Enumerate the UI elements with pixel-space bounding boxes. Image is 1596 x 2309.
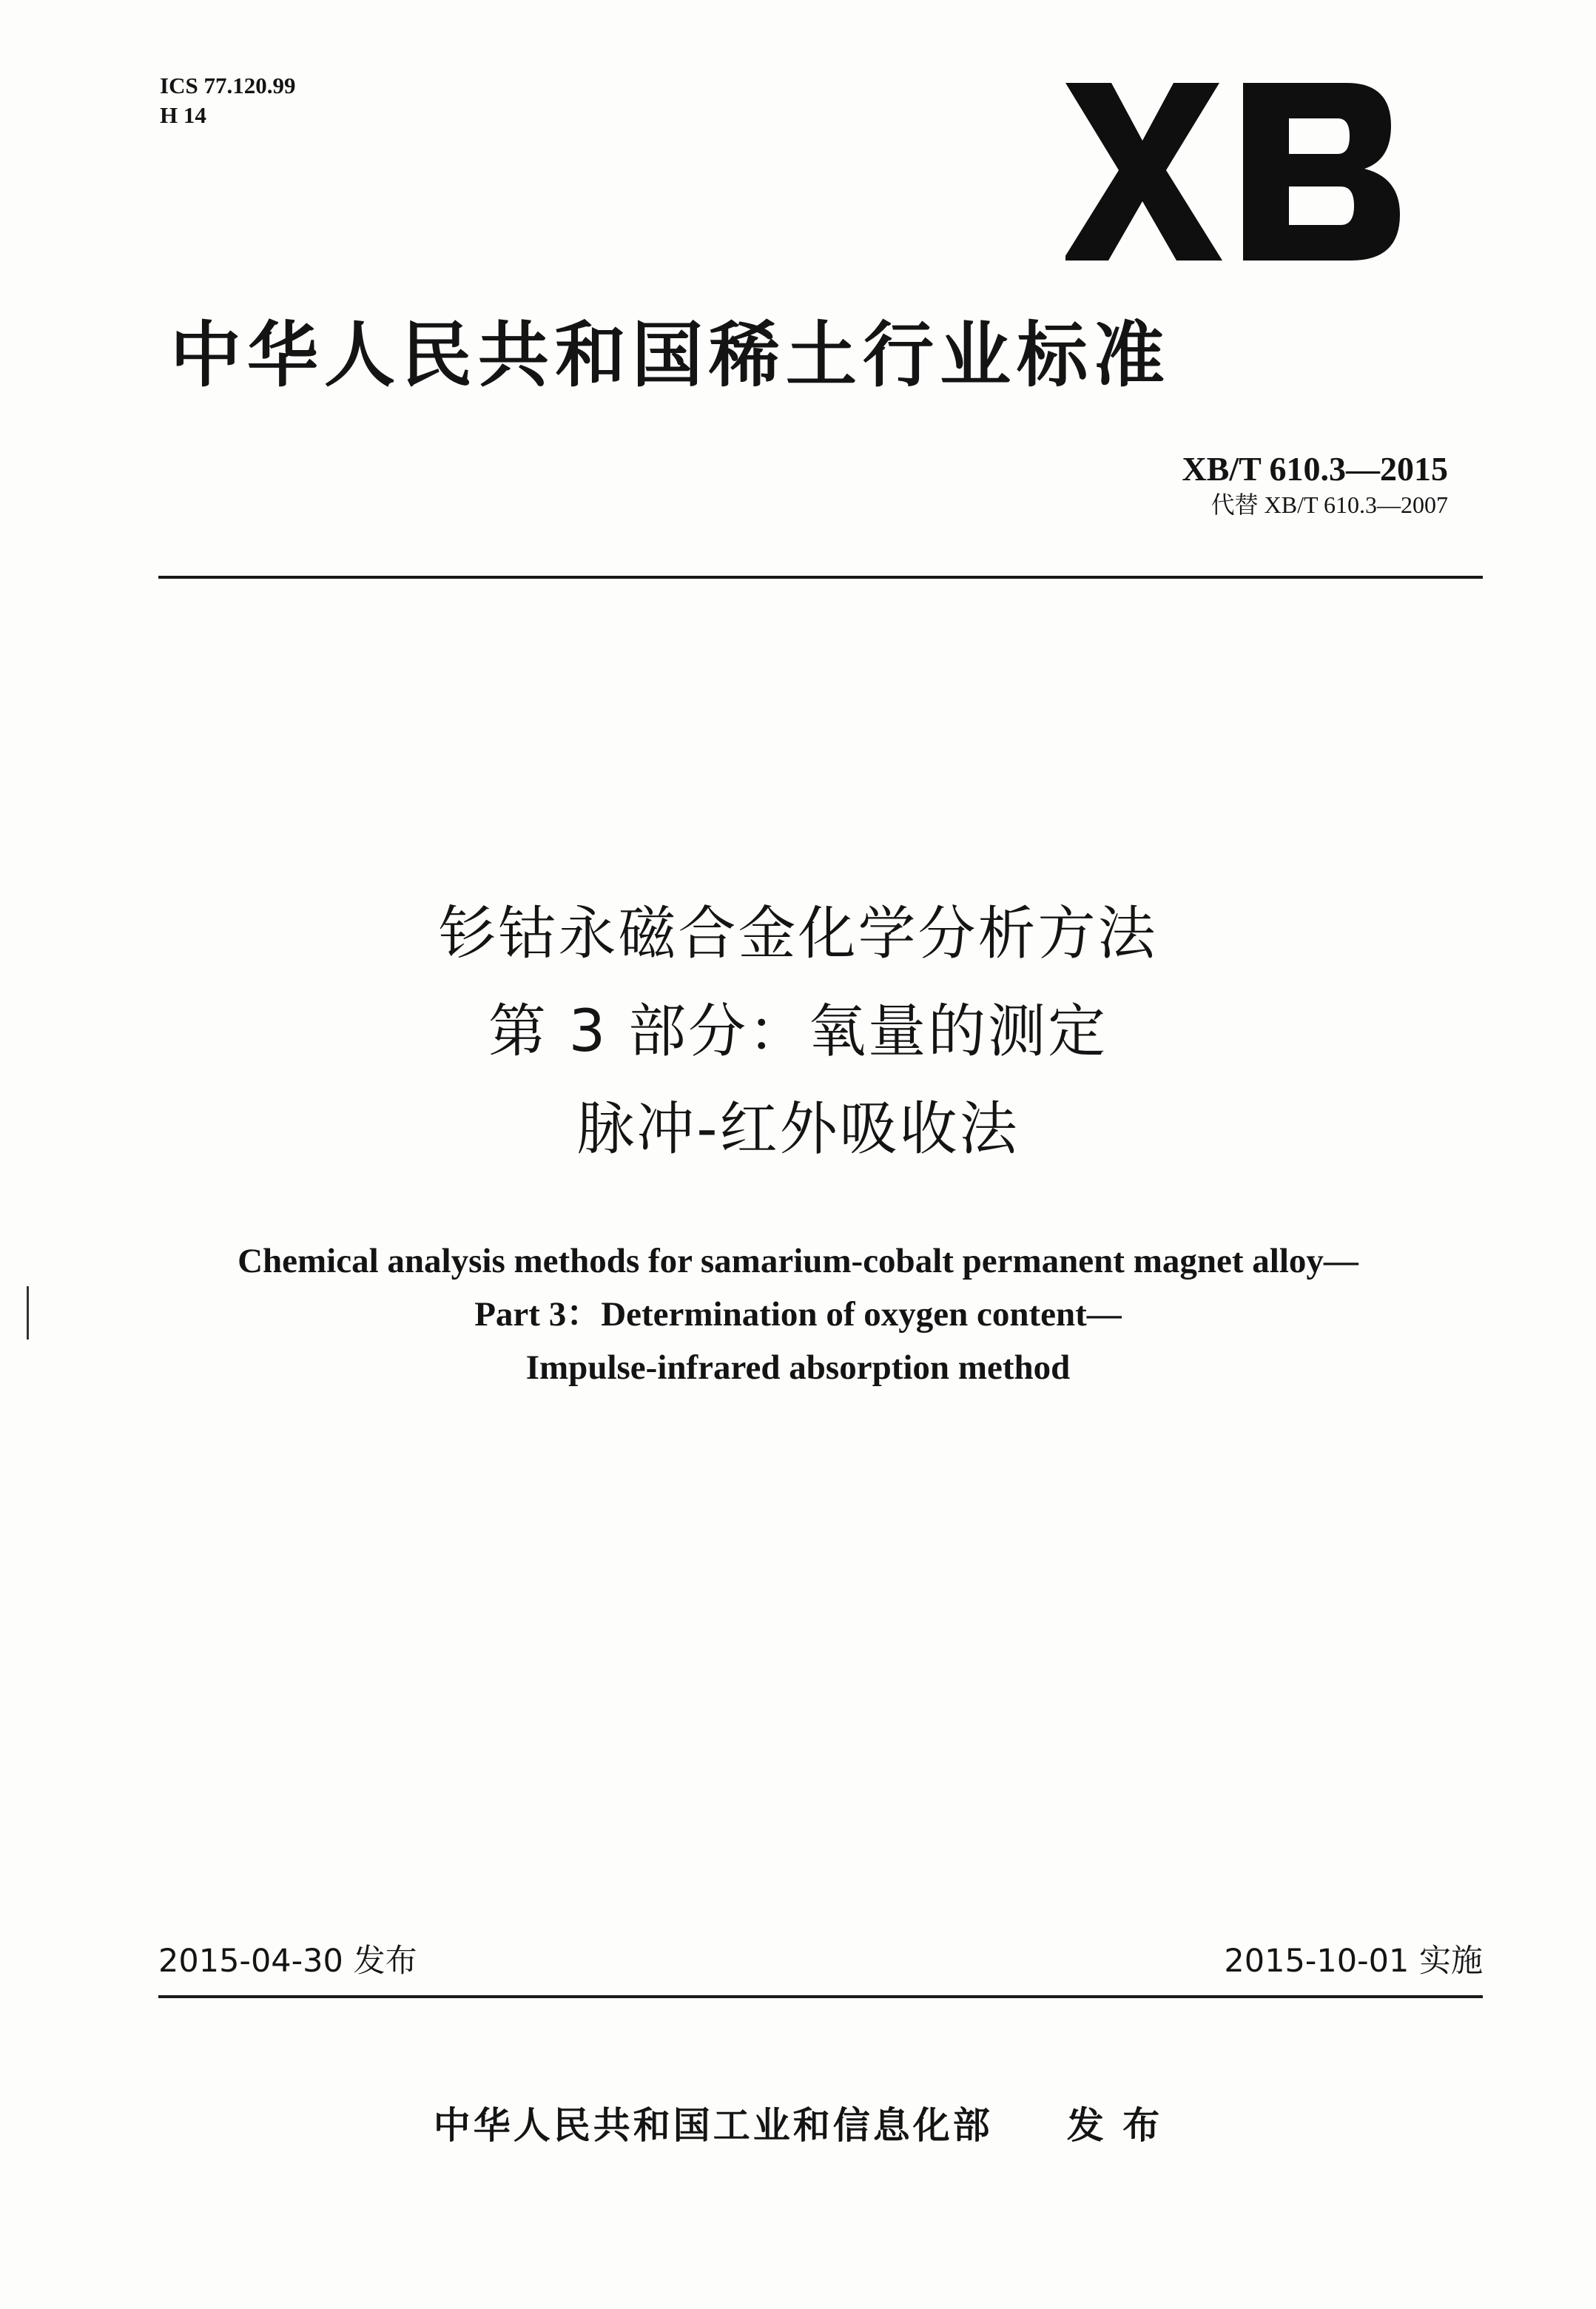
margin-mark	[27, 1286, 29, 1340]
title-en-line2: Part 3：Determination of oxygen content—	[474, 1295, 1122, 1334]
title-cn-line2: 第 3 部分：氧量的测定	[488, 998, 1108, 1065]
bottom-divider	[158, 1995, 1483, 1998]
effective-date: 2015-10-01 实施	[1224, 1943, 1483, 1980]
logo-letter-x	[1065, 83, 1222, 261]
publish-date: 2015-04-30 发布	[158, 1943, 417, 1980]
title-en-line1: Chemical analysis methods for samarium-cobalt permanent magnet alloy—	[238, 1242, 1358, 1280]
ccs-code: H 14	[160, 102, 206, 128]
standard-number: XB/T 610.3—2015	[1182, 450, 1448, 488]
standard-number-block	[1182, 448, 1448, 520]
replaces-standard: 代替 XB/T 610.3—2007	[1211, 491, 1448, 518]
xb-logo	[1065, 83, 1406, 261]
issuer-action: 发 布	[1066, 2104, 1163, 2147]
issuer	[0, 2102, 1596, 2149]
title-en-line3: Impulse-infrared absorption method	[525, 1348, 1071, 1387]
logo-letter-b	[1243, 83, 1400, 261]
top-divider	[158, 576, 1483, 579]
ics-code: ICS 77.120.99	[160, 73, 296, 98]
title-chinese	[0, 885, 1596, 1178]
title-cn-line3: 脉冲-红外吸收法	[576, 1096, 1020, 1163]
classification-codes	[160, 71, 295, 130]
issuer-name: 中华人民共和国工业和信息化部	[433, 2104, 993, 2147]
title-cn-line1: 钐钴永磁合金化学分析方法	[438, 901, 1158, 967]
title-english	[0, 1234, 1596, 1394]
standard-category-title: 中华人民共和国稀土行业标准	[170, 314, 1171, 397]
